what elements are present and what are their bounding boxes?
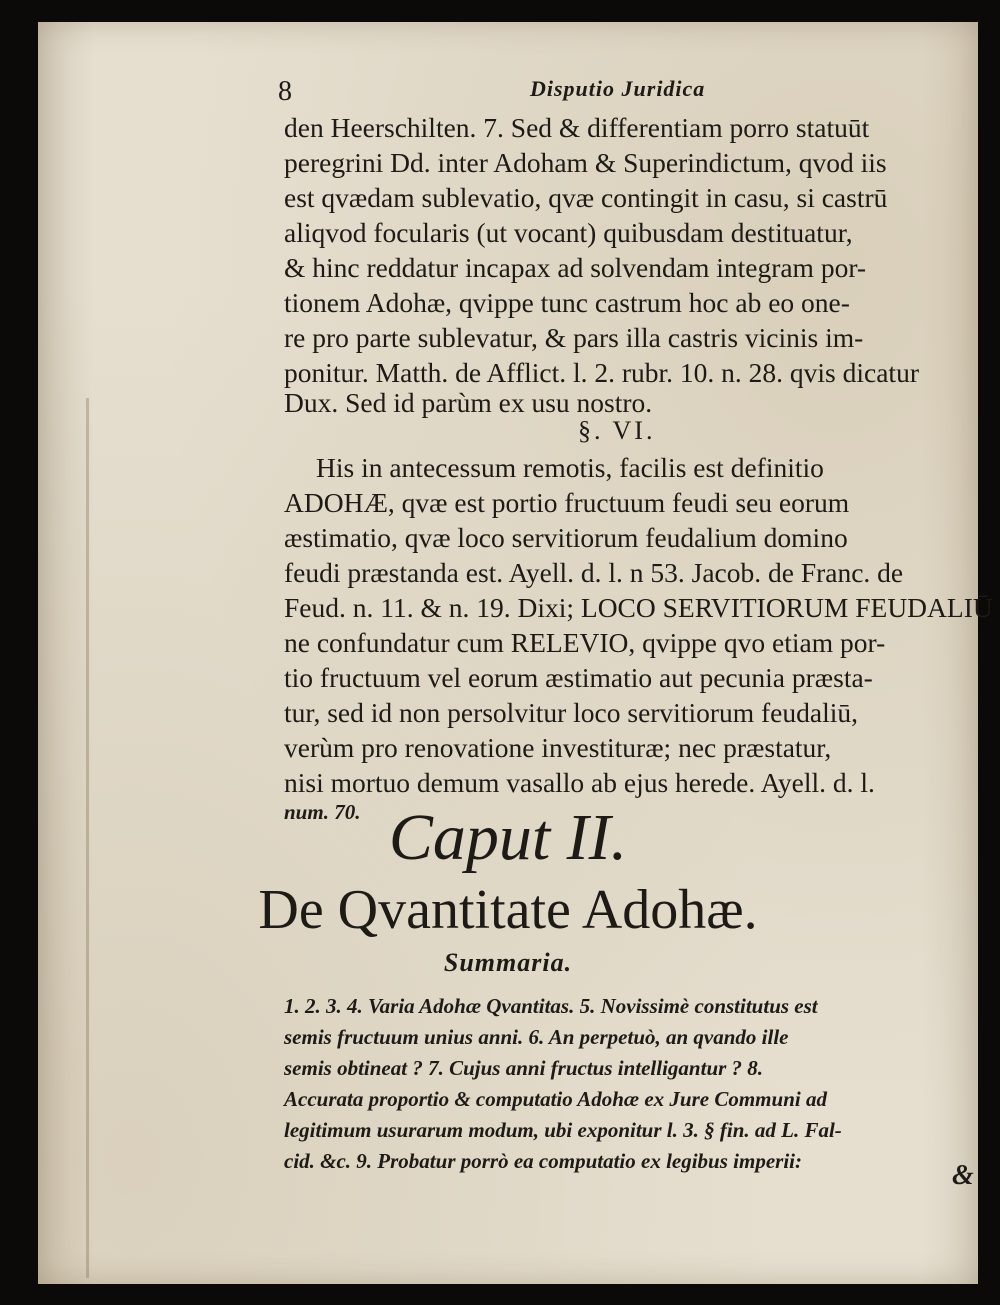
summaria-line: semis fructuum unius anni. 6. An perpetuò, an qvando ille <box>284 1025 789 1049</box>
section-line: feudi præstanda est. Ayell. d. l. n 53. Jacob. de Franc. de <box>284 557 904 588</box>
section-line: ADOHÆ, qvæ est portio fructuum feudi seu eorum <box>284 487 850 518</box>
summaria-line: Accurata proportio & computatio Adohæ ex Jure Communi ad <box>284 1087 827 1111</box>
section-line: tio fructuum vel eorum æstimatio aut pecunia præsta- <box>284 662 873 693</box>
catchword: & <box>952 1160 974 1191</box>
section-line: æstimatio, qvæ loco servitiorum feudalium domino <box>284 522 848 553</box>
summaria-line: semis obtineat ? 7. Cujus anni fructus intelligantur ? 8. <box>284 1056 764 1080</box>
body-line: peregrini Dd. inter Adoham & Superindictum, qvod iis <box>284 147 887 178</box>
section-line: ne confundatur cum RELEVIO, qvippe qvo etiam por- <box>284 627 886 658</box>
body-line: & hinc reddatur incapax ad solvendam integram por- <box>284 252 867 283</box>
summaria-heading: Summaria. <box>443 948 573 977</box>
summaria-line: legitimum usurarum modum, ubi exponitur l. 3. § fin. ad L. Fal- <box>284 1118 842 1142</box>
summaria-line: 1. 2. 3. 4. Varia Adohæ Qvantitas. 5. Novissimè constitutus est <box>284 994 818 1018</box>
chapter-title: De Qvantitate Adohæ. <box>258 879 758 941</box>
section-mark: §. VI. <box>578 416 656 445</box>
summaria-line: cid. &c. 9. Probatur porrò ea computatio ex legibus imperii: <box>284 1149 802 1173</box>
chapter-caput: Caput II. <box>388 801 628 874</box>
section-line: num. 70. <box>284 800 361 824</box>
body-line: est qvædam sublevatio, qvæ contingit in casu, si castrū <box>284 182 888 213</box>
body-line: Dux. Sed id parùm ex usu nostro. <box>284 387 653 418</box>
section-line: Feud. n. 11. & n. 19. Dixi; LOCO SERVITIORUM FEUDALIŪ <box>284 592 993 623</box>
section-line: tur, sed id non persolvitur loco servitiorum feudaliū, <box>284 697 858 728</box>
section-line: His in antecessum remotis, facilis est definitio <box>316 452 824 483</box>
running-title: Disputio Juridica <box>530 76 706 101</box>
body-line: den Heerschilten. 7. Sed & differentiam porro statuūt <box>284 112 870 143</box>
body-line: ponitur. Matth. de Afflict. l. 2. rubr. 10. n. 28. qvis dicatur <box>284 357 919 388</box>
body-line: tionem Adohæ, qvippe tunc castrum hoc ab eo one- <box>284 287 850 318</box>
page-number: 8 <box>278 76 292 107</box>
body-line: re pro parte sublevatur, & pars illa castris vicinis im- <box>284 322 864 353</box>
section-line: verùm pro renovatione investituræ; nec præstatur, <box>284 732 832 763</box>
book-page <box>38 22 993 1284</box>
body-line: aliqvod focularis (ut vocant) quibusdam destituatur, <box>284 217 853 248</box>
section-line: nisi mortuo demum vasallo ab ejus herede. Ayell. d. l. <box>284 767 875 798</box>
